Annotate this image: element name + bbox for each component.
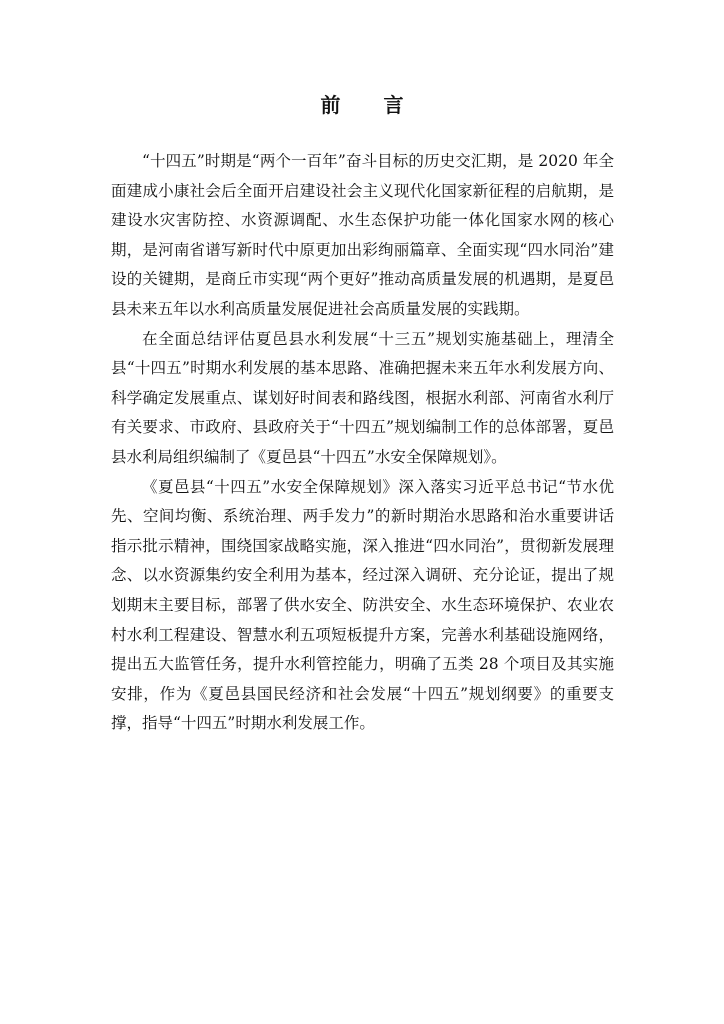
paragraph-3: 《夏邑县“十四五”水安全保障规划》深入落实习近平总书记“节水优先、空间均衡、系统治理、两手发力”的新时期治水思路和治水重要讲话指示批示精神，围绕国家战略实施，深入推进“四水同治”，贯彻新发展理念、以水资源集约安全利用为基本，经过深入调研、充分论证，提出了规划期末主要目标，部署了供水安全、防洪安全、水生态环境保护、农业农村水利工程建设、智慧水利五项短板提升方案，完善水利基础设施网络，提出五大监管任务，提升水利管控能力，明确了五类 28 个项目及其实施安排，作为《夏邑县国民经济和社会发展“十四五”规划纲要》的重要支撑，指导“十四五”时期水利发展工作。 [111,477,614,733]
paragraph-1: “十四五”时期是“两个一百年”奋斗目标的历史交汇期，是 2020 年全面建成小康社会后全面开启建设社会主义现代化国家新征程的启航期，是建设水灾害防控、水资源调配、水生态保护功能一体化国家水网的核心期，是河南省谱写新时代中原更加出彩绚丽篇章、全面实现“四水同治”建设的关键期，是商丘市实现“两个更好”推动高质量发展的机遇期，是夏邑县未来五年以水利高质量发展促进社会高质量发展的实践期。 [111,152,614,318]
document-body [111,147,614,739]
paragraph-2: 在全面总结评估夏邑县水利发展“十三五”规划实施基础上，理清全县“十四五”时期水利发展的基本思路、准确把握未来五年水利发展方向、科学确定发展重点、谋划好时间表和路线图，根据水利部、河南省水利厅有关要求、市政府、县政府关于“十四五”规划编制工作的总体部署，夏邑县水利局组织编制了《夏邑县“十四五”水安全保障规划》。 [111,329,614,466]
page-title: 前 言 [320,93,422,117]
